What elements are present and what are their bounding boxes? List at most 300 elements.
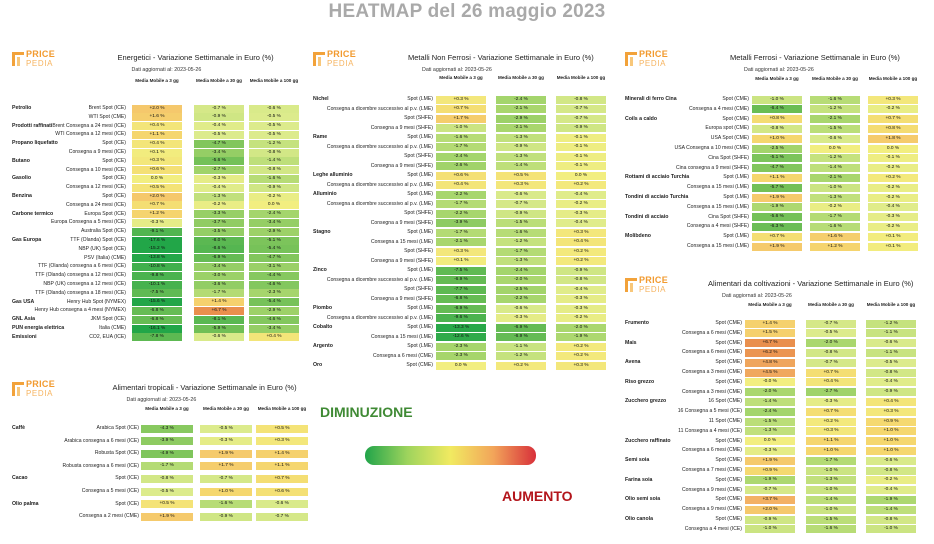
- heatmap-row: [12, 122, 302, 131]
- heatmap-cell: +0.5 %: [132, 184, 182, 192]
- heatmap-cell: -2.2 %: [436, 191, 486, 199]
- logo-mark-icon: [313, 52, 325, 66]
- heatmap-cell: +1.1 %: [806, 437, 856, 445]
- column-header: Media Mobile a 3 gg: [135, 78, 179, 83]
- row-group-label: Nichel: [313, 96, 329, 102]
- column-header: Media Mobile a 100 gg: [556, 75, 606, 80]
- heatmap-row: [625, 417, 930, 426]
- row-label: Cina Spot (SHFE): [708, 154, 749, 161]
- heatmap-row: [313, 133, 608, 142]
- heatmap-row: [12, 324, 302, 333]
- heatmap-cell: -5.6 %: [752, 213, 802, 221]
- heatmap-cell: -2.4 %: [496, 96, 546, 104]
- row-group-label: Butano: [12, 157, 30, 164]
- heatmap-row: [313, 143, 608, 152]
- row-label: Spot (ICE): [115, 475, 139, 482]
- row-label: Spot (SHFE): [404, 286, 433, 292]
- heatmap-cell: -6.9 %: [436, 305, 486, 313]
- heatmap-cell: -1.2 %: [810, 105, 860, 113]
- row-label: Consegna a 6 mesi (CME): [681, 329, 742, 336]
- heatmap-cell: -2.0 %: [806, 339, 856, 347]
- heatmap-panel: [625, 48, 930, 249]
- column-header: Media Mobile a 100 gg: [249, 78, 299, 83]
- logo-text-line1: PRICE: [26, 379, 56, 389]
- heatmap-row: [313, 181, 608, 190]
- row-label: Consegna a 24 mesi (ICE): [65, 201, 126, 208]
- heatmap-cell: -3.4 %: [194, 263, 244, 271]
- heatmap-cell: -0.8 %: [866, 516, 916, 524]
- heatmap-cell: -3.4 %: [249, 219, 299, 227]
- heatmap-row: [12, 280, 302, 289]
- heatmap-cell: -0.4 %: [556, 219, 606, 227]
- pricepedia-logo: [12, 48, 68, 74]
- heatmap-row: [625, 183, 930, 192]
- heatmap-row: [12, 449, 312, 458]
- heatmap-cell: +2.0 %: [132, 193, 182, 201]
- heatmap-row: [313, 314, 608, 323]
- row-group-label: Cobalto: [313, 324, 333, 330]
- panel-title: Metalli Non Ferrosi - Variazione Settimanale in Euro (%): [408, 53, 594, 62]
- heatmap-cell: -6.8 %: [436, 295, 486, 303]
- heatmap-cell: +0.1 %: [436, 257, 486, 265]
- heatmap-cell: -1.1 %: [866, 349, 916, 357]
- heatmap-cell: +0.3 %: [806, 427, 856, 435]
- row-label: Consegna a dicembre successivo al p.v. (LME): [326, 314, 433, 321]
- heatmap-cell: -1.4 %: [810, 164, 860, 172]
- heatmap-cell: -1.1 %: [496, 343, 546, 351]
- heatmap-cell: -0.6 %: [256, 500, 308, 508]
- row-group-label: PUN energia elettrica: [12, 325, 65, 331]
- heatmap-row: [313, 228, 608, 237]
- heatmap-cell: -3.4 %: [249, 325, 299, 333]
- heatmap-cell: -0.3 %: [806, 398, 856, 406]
- heatmap-cell: -1.6 %: [810, 96, 860, 104]
- heatmap-cell: -4.6 %: [249, 316, 299, 324]
- heatmap-cell: +2.0 %: [132, 105, 182, 113]
- heatmap-row: [313, 114, 608, 123]
- heatmap-panel: [12, 48, 302, 340]
- heatmap-cell: -6.9 %: [194, 254, 244, 262]
- row-label: TTF (Olanda) Spot (ICE): [70, 237, 126, 243]
- heatmap-cell: -0.5 %: [806, 329, 856, 337]
- logo-text-line2: PEDIA: [639, 285, 667, 294]
- heatmap-cell: -0.8 %: [556, 96, 606, 104]
- row-label: Spot (CME): [722, 96, 749, 102]
- heatmap-cell: -7.7 %: [436, 286, 486, 294]
- heatmap-cell: -0.2 %: [868, 105, 918, 113]
- heatmap-cell: -2.4 %: [249, 210, 299, 218]
- heatmap-cell: -0.9 %: [200, 513, 252, 521]
- row-label: CO2, EUA (ICE): [89, 333, 126, 340]
- heatmap-cell: +0.2 %: [556, 257, 606, 265]
- heatmap-cell: +0.7 %: [806, 408, 856, 416]
- heatmap-row: [625, 348, 930, 357]
- heatmap-cell: -0.1 %: [556, 162, 606, 170]
- heatmap-row: [313, 295, 608, 304]
- heatmap-row: [625, 319, 930, 328]
- row-label: Consegna a 15 mesi (LME): [686, 243, 749, 249]
- heatmap-row: [313, 124, 608, 133]
- row-label: Spot (CME): [406, 362, 433, 368]
- row-label: Consegna a 3 mesi (CME): [681, 388, 742, 395]
- heatmap-cell: +1.4 %: [256, 450, 308, 458]
- heatmap-cell: +0.2 %: [556, 352, 606, 360]
- heatmap-cell: +0.3 %: [132, 157, 182, 165]
- heatmap-cell: -0.7 %: [806, 320, 856, 328]
- heatmap-cell: -1.9 %: [866, 496, 916, 504]
- heatmap-cell: -2.7 %: [194, 166, 244, 174]
- heatmap-cell: -0.9 %: [496, 143, 546, 151]
- row-label: Brent Spot (ICE): [88, 105, 126, 111]
- heatmap-cell: -2.9 %: [249, 307, 299, 315]
- heatmap-cell: +1.7 %: [200, 462, 252, 470]
- row-group-label: Cacao: [12, 475, 28, 482]
- row-label: Henry Hub consegna a 4 mesi (NYMEX): [34, 307, 126, 314]
- heatmap-cell: -0.7 %: [200, 475, 252, 483]
- row-label: TTF (Olanda) consegna a 12 mesi (ICE): [35, 272, 126, 279]
- heatmap-row: [12, 487, 312, 496]
- heatmap-cell: -1.4 %: [745, 398, 795, 406]
- heatmap-cell: -1.6 %: [249, 175, 299, 183]
- heatmap-cell: +4.8 %: [745, 359, 795, 367]
- row-label: Spot (LME): [407, 172, 433, 178]
- heatmap-cell: -3.4 %: [194, 149, 244, 157]
- row-label: Consegna a dicembre successivo al p.v. (LME): [326, 181, 433, 188]
- heatmap-cell: -1.7 %: [436, 200, 486, 208]
- heatmap-cell: -0.4 %: [194, 122, 244, 130]
- row-label: Spot (LME): [407, 324, 433, 330]
- logo-text-line2: PEDIA: [26, 389, 54, 398]
- heatmap-cell: -3.0 %: [194, 272, 244, 280]
- heatmap-row: [313, 352, 608, 361]
- heatmap-cell: +0.2 %: [496, 362, 546, 370]
- row-label: Spot (LME): [723, 233, 749, 240]
- heatmap-row: [625, 505, 930, 514]
- row-group-label: Coils a caldo: [625, 115, 657, 122]
- heatmap-cell: -1.3 %: [806, 476, 856, 484]
- heatmap-cell: -0.8 %: [249, 166, 299, 174]
- heatmap-row: [12, 262, 302, 271]
- heatmap-row: [12, 227, 302, 236]
- heatmap-cell: -0.8 %: [752, 125, 802, 133]
- heatmap-cell: +0.4 %: [556, 238, 606, 246]
- row-label: Consegna a 10 mesi (ICE): [65, 166, 126, 173]
- row-group-label: Alluminio: [313, 191, 337, 197]
- heatmap-row: [12, 201, 302, 210]
- row-group-label: Argento: [313, 343, 333, 349]
- heatmap-row: [313, 162, 608, 171]
- row-group-label: Piombo: [313, 305, 333, 311]
- heatmap-cell: -0.2 %: [194, 201, 244, 209]
- heatmap-cell: -1.0 %: [806, 486, 856, 494]
- row-group-label: Gas Europa: [12, 237, 42, 243]
- row-label: Spot (CME): [715, 516, 742, 522]
- row-label: Spot (ICE): [102, 157, 126, 164]
- heatmap-cell: +1.4 %: [745, 320, 795, 328]
- heatmap-cell: +0.1 %: [868, 233, 918, 241]
- heatmap-cell: -1.5 %: [806, 516, 856, 524]
- heatmap-cell: -8.1 %: [194, 316, 244, 324]
- row-group-label: Zucchero raffinato: [625, 437, 671, 444]
- heatmap-row: [625, 232, 930, 241]
- heatmap-row: [12, 500, 312, 509]
- heatmap-cell: -0.1 %: [556, 134, 606, 142]
- heatmap-row: [625, 173, 930, 182]
- heatmap-cell: +0.3 %: [436, 96, 486, 104]
- heatmap-cell: -8.6 %: [194, 245, 244, 253]
- heatmap-cell: +1.8 %: [868, 135, 918, 143]
- logo-text-line2: PEDIA: [26, 59, 54, 68]
- heatmap-cell: -5.1 %: [752, 154, 802, 162]
- heatmap-cell: +3.7 %: [745, 496, 795, 504]
- heatmap-cell: +1.0 %: [866, 447, 916, 455]
- heatmap-cell: -0.3 %: [745, 447, 795, 455]
- heatmap-cell: 0.0 %: [745, 437, 795, 445]
- heatmap-cell: +0.1 %: [132, 149, 182, 157]
- heatmap-row: [12, 113, 302, 122]
- heatmap-cell: +1.1 %: [132, 131, 182, 139]
- heatmap-cell: -0.1 %: [556, 143, 606, 151]
- heatmap-row: [625, 495, 930, 504]
- row-group-label: Molibdeno: [625, 233, 651, 240]
- row-label: TTF (Olanda) consegna a 18 mesi (ICE): [35, 289, 126, 296]
- heatmap-row: [625, 222, 930, 231]
- panel-title: Metalli Ferrosi - Variazione Settimanale in Euro (%): [730, 53, 900, 62]
- heatmap-cell: +0.2 %: [868, 174, 918, 182]
- heatmap-cell: -0.7 %: [556, 105, 606, 113]
- heatmap-cell: +2.0 %: [745, 506, 795, 514]
- heatmap-cell: +1.0 %: [752, 135, 802, 143]
- legend-color-scale: [365, 446, 536, 465]
- heatmap-cell: +1.2 %: [132, 210, 182, 218]
- row-group-label: Frumento: [625, 320, 649, 326]
- heatmap-cell: -1.6 %: [200, 500, 252, 508]
- heatmap-cell: -5.1 %: [249, 237, 299, 245]
- heatmap-row: [12, 254, 302, 263]
- row-label: Spot (CME): [715, 320, 742, 326]
- heatmap-cell: -12.6 %: [436, 333, 486, 341]
- heatmap-cell: +0.2 %: [556, 181, 606, 189]
- heatmap-cell: -1.7 %: [496, 248, 546, 256]
- logo-mark-icon: [625, 52, 637, 66]
- row-group-label: Gasolio: [12, 175, 32, 182]
- row-label: Cina Spot (SHFE): [708, 213, 749, 220]
- heatmap-cell: -0.2 %: [868, 164, 918, 172]
- heatmap-cell: -1.0 %: [806, 506, 856, 514]
- heatmap-cell: +0.3 %: [868, 96, 918, 104]
- heatmap-row: [313, 105, 608, 114]
- row-group-label: Olio semi soia: [625, 496, 661, 503]
- heatmap-cell: +1.0 %: [866, 437, 916, 445]
- heatmap-cell: -2.1 %: [810, 115, 860, 123]
- heatmap-cell: -2.1 %: [436, 238, 486, 246]
- row-label: Spot (CME): [715, 437, 742, 444]
- heatmap-cell: -1.3 %: [496, 153, 546, 161]
- heatmap-cell: -5.4 %: [249, 298, 299, 306]
- row-label: Consegna a 9 mesi (CME): [681, 486, 742, 493]
- heatmap-row: [625, 437, 930, 446]
- heatmap-cell: -5.7 %: [752, 184, 802, 192]
- row-label: Spot (CME): [715, 457, 742, 464]
- row-group-label: GNL Asia: [12, 316, 36, 323]
- heatmap-cell: -1.9 %: [745, 476, 795, 484]
- heatmap-cell: -0.0 %: [745, 378, 795, 386]
- heatmap-cell: -2.9 %: [249, 228, 299, 236]
- column-header: Media Mobile a 100 gg: [257, 406, 307, 411]
- logo-text-line1: PRICE: [639, 275, 669, 285]
- heatmap-row: [313, 190, 608, 199]
- heatmap-cell: +0.3 %: [256, 437, 308, 445]
- heatmap-cell: -0.6 %: [866, 339, 916, 347]
- heatmap-cell: -6.4 %: [752, 105, 802, 113]
- heatmap-cell: -0.5 %: [141, 488, 193, 496]
- heatmap-row: [313, 209, 608, 218]
- heatmap-row: [12, 210, 302, 219]
- heatmap-cell: -0.7 %: [496, 200, 546, 208]
- legend-decrease-label: DIMINUZIONE: [320, 404, 413, 420]
- panel-subtitle: Dati aggiornati al: 2023-05-26: [422, 67, 492, 73]
- heatmap-cell: -1.7 %: [436, 229, 486, 237]
- heatmap-cell: -5.9 %: [194, 325, 244, 333]
- heatmap-row: [12, 315, 302, 324]
- row-label: Robusta consegna a 6 mesi (ICE): [62, 462, 139, 469]
- heatmap-row: [12, 148, 302, 157]
- heatmap-cell: +4.5 %: [745, 369, 795, 377]
- heatmap-cell: -1.4 %: [866, 506, 916, 514]
- heatmap-cell: -0.5 %: [194, 131, 244, 139]
- panel-subtitle: Dati aggiornati al: 2023-05-26: [744, 67, 814, 73]
- heatmap-cell: -2.5 %: [496, 286, 546, 294]
- row-label: Cina consegna a 9 mesi (SHFE): [675, 164, 749, 171]
- heatmap-cell: 0.0 %: [810, 145, 860, 153]
- heatmap-cell: -4.7 %: [249, 254, 299, 262]
- heatmap-cell: -7.5 %: [436, 267, 486, 275]
- heatmap-cell: +1.9 %: [752, 194, 802, 202]
- heatmap-row: [625, 407, 930, 416]
- heatmap-cell: -1.6 %: [806, 525, 856, 533]
- heatmap-panel: [313, 48, 608, 368]
- row-label: Brent Consegna a 24 mesi (ICE): [52, 122, 126, 129]
- heatmap-cell: -0.7 %: [556, 115, 606, 123]
- heatmap-cell: +6.2 %: [745, 349, 795, 357]
- heatmap-cell: +0.4 %: [132, 140, 182, 148]
- panel-title: Energetici - Variazione Settimanale in Euro (%): [117, 53, 274, 62]
- row-label: Consegna a 9 mesi (SHFE): [370, 124, 433, 131]
- row-label: WTI Consegna a 12 mesi (ICE): [55, 131, 126, 138]
- heatmap-cell: -0.3 %: [496, 314, 546, 322]
- heatmap-cell: -0.3 %: [556, 210, 606, 218]
- heatmap-cell: 0.0 %: [436, 362, 486, 370]
- heatmap-cell: +0.5 %: [141, 500, 193, 508]
- heatmap-cell: -5.4 %: [249, 245, 299, 253]
- heatmap-cell: +0.5 %: [496, 172, 546, 180]
- heatmap-cell: -0.9 %: [866, 388, 916, 396]
- row-label: Consegna a 6 mesi (CME): [681, 349, 742, 356]
- panel-subtitle: Dati aggiornati al: 2023-05-26: [126, 397, 197, 403]
- row-label: Henry Hub Spot (NYMEX): [66, 298, 126, 305]
- heatmap-row: [625, 486, 930, 495]
- heatmap-cell: -1.2 %: [249, 140, 299, 148]
- heatmap-cell: +0.4 %: [249, 333, 299, 341]
- row-group-label: Rottami di acciaio Turchia: [625, 174, 690, 181]
- heatmap-cell: -3.3 %: [194, 210, 244, 218]
- heatmap-cell: -2.3 %: [249, 289, 299, 297]
- row-label: Consegna a dicembre successivo al p.v. (LME): [326, 143, 433, 150]
- heatmap-cell: -1.6 %: [436, 134, 486, 142]
- row-label: Consegna a dicembre successivo al p.v. (LME): [326, 105, 433, 112]
- heatmap-cell: +0.8 %: [868, 125, 918, 133]
- heatmap-cell: -6.8 %: [132, 316, 182, 324]
- heatmap-cell: -0.7 %: [194, 105, 244, 113]
- row-label: 11 Consegna a 4 mesi (ICE): [678, 427, 742, 434]
- row-label: Consegna a 4 mesi (SHFE): [686, 223, 749, 230]
- heatmap-cell: +1.9 %: [141, 513, 193, 521]
- heatmap-row: [625, 427, 930, 436]
- heatmap-cell: -0.6 %: [249, 105, 299, 113]
- row-label: Spot (LME): [407, 343, 433, 349]
- row-label: Spot (CME): [715, 359, 742, 366]
- heatmap-row: [313, 276, 608, 285]
- heatmap-cell: -0.3 %: [556, 295, 606, 303]
- heatmap-cell: -6.9 %: [436, 276, 486, 284]
- row-label: Spot (ICE): [102, 175, 126, 182]
- heatmap-cell: -4.7 %: [194, 140, 244, 148]
- row-label: Consegna a dicembre successivo al p.v. (LME): [326, 200, 433, 207]
- heatmap-cell: -0.6 %: [496, 305, 546, 313]
- heatmap-cell: +1.0 %: [200, 488, 252, 496]
- heatmap-cell: -15.6 %: [132, 298, 182, 306]
- row-group-label: Leghe alluminio: [313, 172, 353, 178]
- heatmap-row: [625, 456, 930, 465]
- row-label: Consegna a 9 mesi (ICE): [68, 149, 126, 155]
- heatmap-cell: -3.5 %: [194, 228, 244, 236]
- panel-subtitle: Dati aggiornati al: 2023-05-26: [722, 293, 792, 299]
- row-label: Consegna a 4 mesi (ICE): [684, 525, 742, 532]
- heatmap-cell: -2.4 %: [745, 408, 795, 416]
- row-label: Consegna a 9 mesi (SHFE): [370, 162, 433, 169]
- heatmap-cell: -4.9 %: [141, 450, 193, 458]
- heatmap-cell: -4.3 %: [141, 425, 193, 433]
- heatmap-row: [625, 213, 930, 222]
- heatmap-cell: -0.3 %: [132, 219, 182, 227]
- heatmap-cell: -0.4 %: [866, 378, 916, 386]
- heatmap-row: [313, 257, 608, 266]
- heatmap-row: [625, 358, 930, 367]
- heatmap-cell: -1.0 %: [866, 525, 916, 533]
- heatmap-cell: -10.1 %: [132, 281, 182, 289]
- row-group-label: Propano liquefatto: [12, 140, 58, 147]
- row-group-label: Rame: [313, 134, 328, 140]
- heatmap-cell: -0.2 %: [868, 194, 918, 202]
- heatmap-cell: -0.8 %: [866, 369, 916, 377]
- heatmap-row: [625, 515, 930, 524]
- heatmap-cell: +1.0 %: [866, 427, 916, 435]
- heatmap-cell: +0.7 %: [752, 233, 802, 241]
- row-label: Spot (LME): [407, 305, 433, 311]
- heatmap-row: [12, 130, 302, 139]
- heatmap-cell: -1.0 %: [806, 467, 856, 475]
- heatmap-cell: -0.3 %: [868, 213, 918, 221]
- heatmap-cell: -2.2 %: [436, 210, 486, 218]
- heatmap-cell: 0.0 %: [249, 201, 299, 209]
- row-label: Consegna a 15 mesi (LME): [370, 333, 433, 340]
- heatmap-cell: -1.3 %: [810, 194, 860, 202]
- heatmap-cell: -1.7 %: [141, 462, 193, 470]
- heatmap-row: [313, 247, 608, 256]
- heatmap-cell: +0.7 %: [806, 369, 856, 377]
- heatmap-cell: -16.1 %: [132, 325, 182, 333]
- heatmap-cell: -7.5 %: [132, 289, 182, 297]
